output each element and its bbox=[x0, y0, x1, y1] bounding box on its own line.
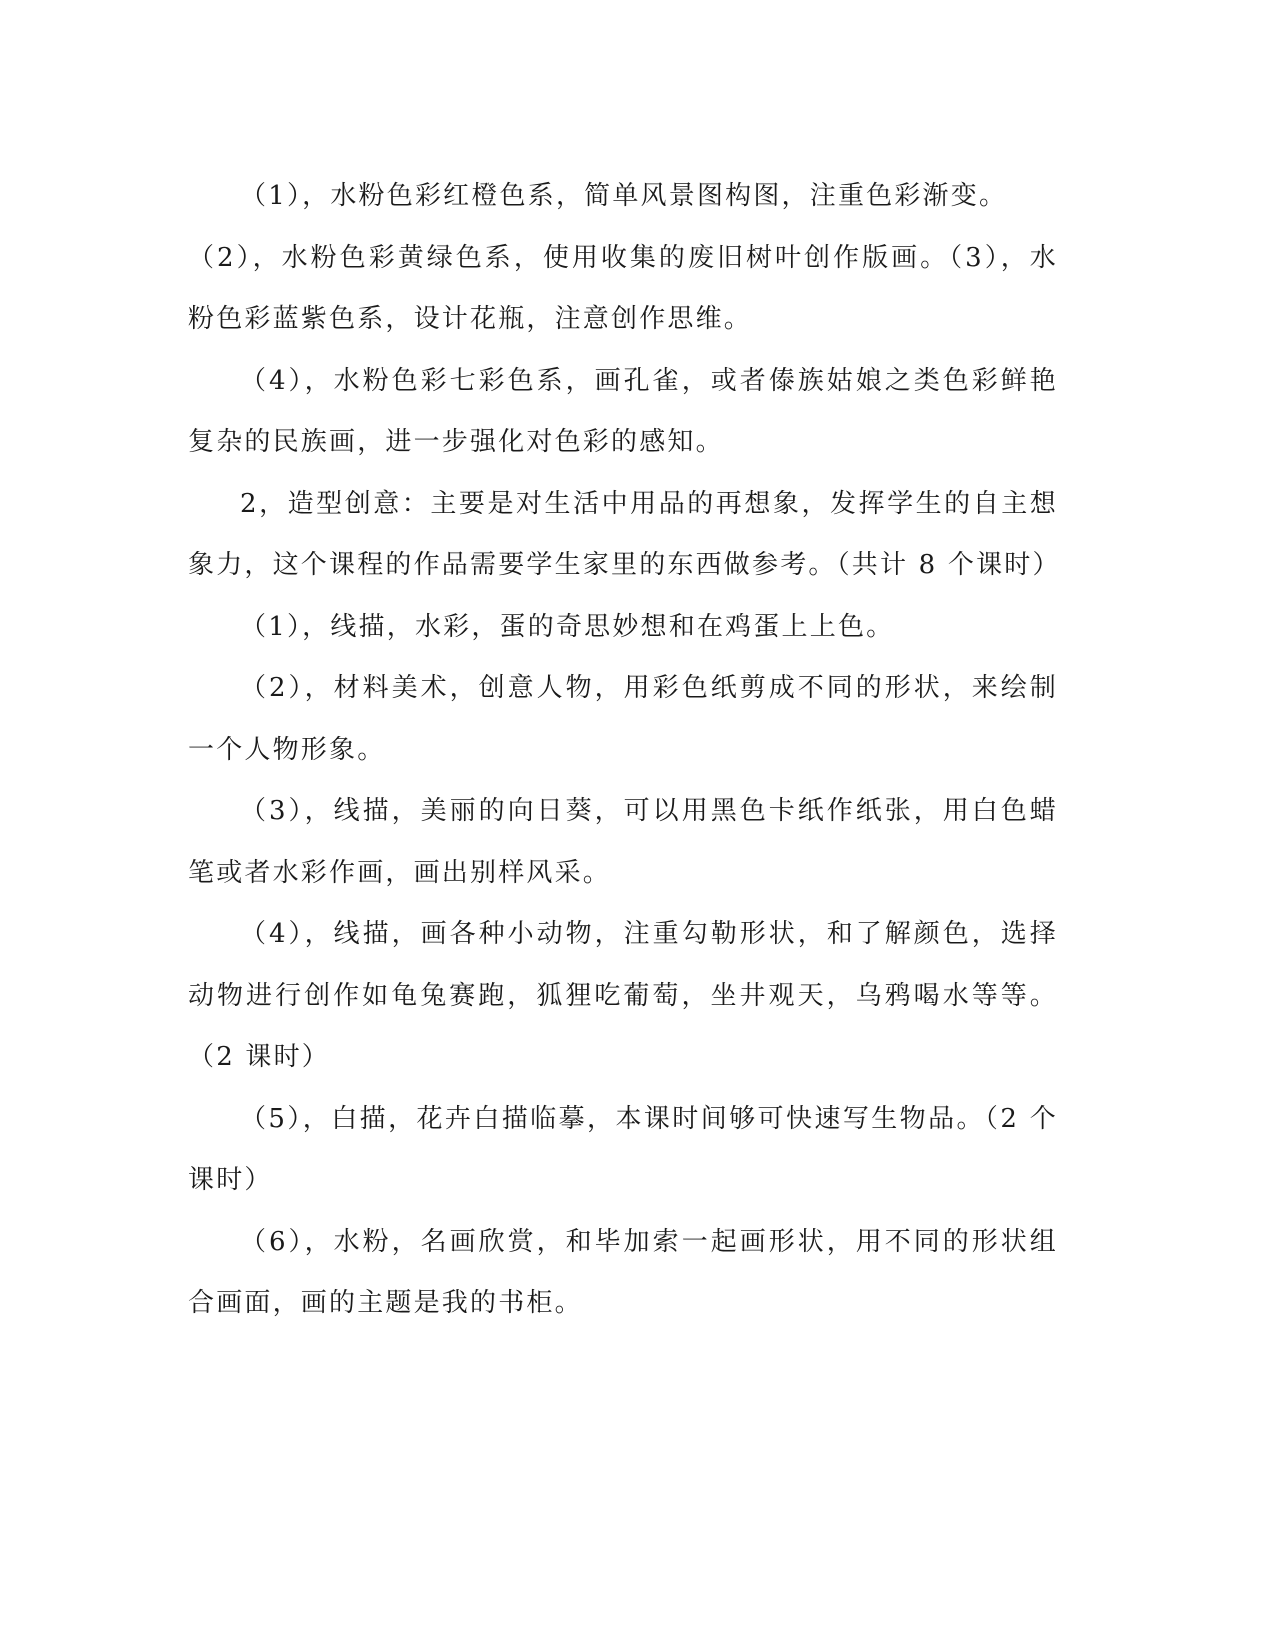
paragraph-sunflower: （3），线描，美丽的向日葵，可以用黑色卡纸作纸张，用白色蜡笔或者水彩作画，画出别样风采。 bbox=[188, 796, 1058, 888]
document-body bbox=[188, 166, 1061, 1335]
paragraph-picasso-shapes: （6），水粉，名画欣赏，和毕加索一起画形状，用不同的形状组合画面，画的主题是我的书柜。 bbox=[188, 1226, 1058, 1318]
paragraph-material-art-figure: （2），材料美术，创意人物，用彩色纸剪成不同的形状，来绘制一个人物形象。 bbox=[188, 673, 1058, 765]
paragraph-color-red-orange: （1），水粉色彩红橙色系，简单风景图构图，注重色彩渐变。 bbox=[240, 181, 1008, 211]
paragraph-flower-sketch: （5），白描，花卉白描临摹，本课时间够可快速写生物品。（2 个课时） bbox=[188, 1103, 1058, 1195]
paragraph-shape-creativity: 2，造型创意：主要是对生活中用品的再想象，发挥学生的自主想象力，这个课程的作品需要学生家里的东西做参考。（共计 8 个课时） bbox=[188, 488, 1061, 580]
paragraph-line-drawing-egg: （1），线描，水彩，蛋的奇思妙想和在鸡蛋上上色。 bbox=[240, 611, 895, 642]
paragraph-color-yellow-green-blue-purple: （2），水粉色彩黄绿色系，使用收集的废旧树叶创作版画。（3），水粉色彩蓝紫色系，设计花瓶，注意创作思维。 bbox=[188, 242, 1058, 334]
paragraph-small-animals: （4），线描，画各种小动物，注重勾勒形状，和了解颜色，选择动物进行创作如龟兔赛跑，狐狸吃葡萄，坐井观天，乌鸦喝水等等。（2 课时） bbox=[188, 919, 1058, 1072]
paragraph-color-rainbow: （4），水粉色彩七彩色系，画孔雀，或者傣族姑娘之类色彩鲜艳复杂的民族画，进一步强化对色彩的感知。 bbox=[188, 365, 1058, 457]
